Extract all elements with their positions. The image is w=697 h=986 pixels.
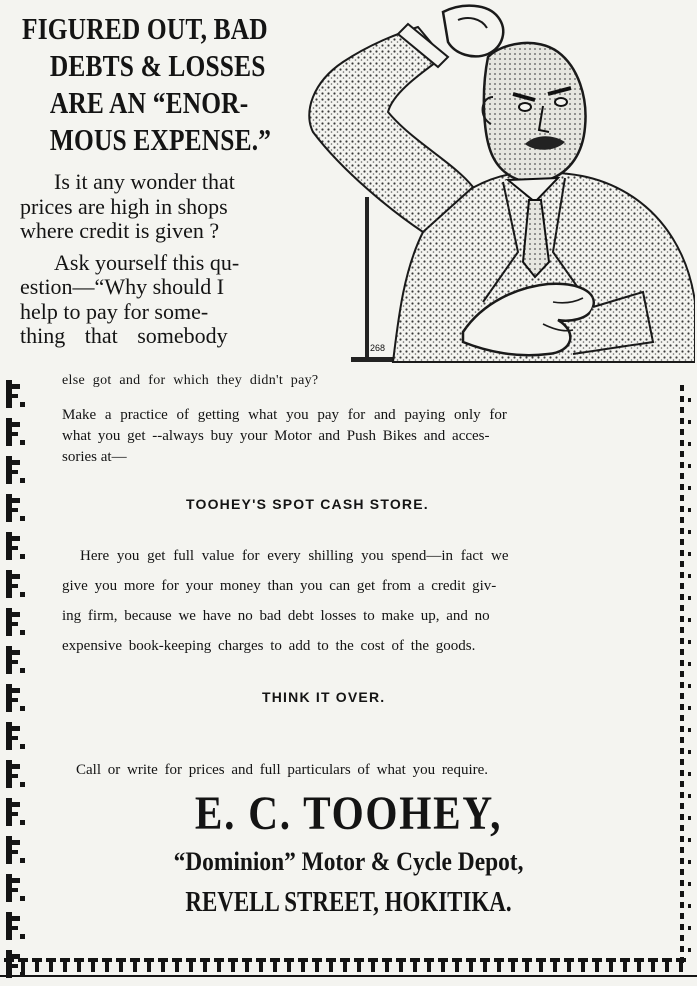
border-ornament (680, 935, 684, 941)
continuation-line: else got and for which they didn't pay? (62, 373, 319, 388)
paragraph-2 (62, 541, 508, 661)
headline-line: MOUS EXPENSE.” (49, 122, 272, 157)
border-ornament (680, 803, 684, 809)
paragraph-1 (62, 405, 507, 468)
border-ornament (680, 792, 684, 798)
border-ornament (662, 958, 672, 962)
border-ornament (511, 962, 515, 972)
border-ornament (688, 574, 691, 578)
border-ornament (343, 962, 347, 972)
border-ornament (12, 574, 20, 579)
paragraph-line: Here you get full value for every shilling you spend—in fact we (80, 548, 509, 564)
border-ornament (680, 869, 684, 875)
border-ornament (158, 958, 168, 962)
border-ornament (620, 958, 630, 962)
border-ornament (525, 962, 529, 972)
border-ornament (7, 962, 11, 972)
border-ornament (680, 638, 684, 644)
border-ornament (680, 407, 684, 413)
border-ornament (12, 726, 20, 731)
border-ornament (200, 958, 210, 962)
border-ornament (688, 684, 691, 688)
border-ornament (12, 584, 18, 588)
border-ornament (6, 380, 12, 408)
border-ornament (12, 622, 18, 626)
border-ornament (20, 516, 25, 521)
border-ornament (609, 962, 613, 972)
border-ornament (6, 950, 12, 978)
border-ornament (688, 486, 691, 490)
border-ornament (12, 888, 18, 892)
border-ornament (6, 798, 12, 826)
border-ornament (680, 429, 684, 435)
border-ornament (20, 972, 25, 977)
border-ornament (413, 962, 417, 972)
border-ornament (12, 850, 18, 854)
border-ornament (116, 958, 126, 962)
border-ornament (688, 508, 691, 512)
border-ornament (20, 896, 25, 901)
intro-line: help to pay for some- (20, 298, 209, 324)
border-ornament (623, 962, 627, 972)
border-ornament (680, 583, 684, 589)
border-ornament (494, 958, 504, 962)
border-ornament (102, 958, 112, 962)
border-ornament (21, 962, 25, 972)
border-ornament (680, 616, 684, 622)
border-ornament (4, 958, 14, 962)
border-ornament (20, 554, 25, 559)
border-ornament (680, 682, 684, 688)
border-ornament (452, 958, 462, 962)
border-ornament (6, 494, 12, 522)
border-ornament (508, 958, 518, 962)
border-ornament (6, 836, 12, 864)
border-ornament (6, 646, 12, 674)
border-ornament (326, 958, 336, 962)
border-ornament (688, 420, 691, 424)
intro-line: where credit is given ? (20, 218, 220, 243)
border-ornament (20, 440, 25, 445)
border-ornament (680, 715, 684, 721)
border-ornament (680, 418, 684, 424)
border-ornament (20, 402, 25, 407)
border-ornament (147, 962, 151, 972)
border-ornament (637, 962, 641, 972)
border-ornament (6, 418, 12, 446)
border-ornament (385, 962, 389, 972)
border-ornament (20, 478, 25, 483)
border-ornament (12, 926, 18, 930)
border-ornament (12, 432, 18, 436)
paragraph-line: ing firm, because we have no bad debt losses to make up, and no (62, 608, 490, 624)
border-ornament (12, 736, 18, 740)
border-ornament (242, 958, 252, 962)
border-ornament (680, 649, 684, 655)
border-ornament (680, 836, 684, 842)
border-ornament (20, 592, 25, 597)
border-ornament (680, 473, 684, 479)
border-ornament (680, 627, 684, 633)
border-ornament (77, 962, 81, 972)
border-ornament (688, 442, 691, 446)
border-ornament (680, 561, 684, 567)
border-ornament (273, 962, 277, 972)
border-ornament (680, 781, 684, 787)
border-ornament (245, 962, 249, 972)
border-ornament (680, 495, 684, 501)
border-ornament (427, 962, 431, 972)
border-ornament (680, 572, 684, 578)
border-ornament (680, 902, 684, 908)
border-ornament (679, 962, 683, 972)
border-ornament (161, 962, 165, 972)
border-ornament (287, 962, 291, 972)
border-ornament (567, 962, 571, 972)
border-ornament (20, 858, 25, 863)
border-ornament (680, 913, 684, 919)
paragraph-line: Make a practice of getting what you pay for and paying only for (62, 407, 507, 423)
border-ornament (578, 958, 588, 962)
store-name: TOOHEY'S SPOT CASH STORE. (186, 496, 429, 512)
border-ornament (455, 962, 459, 972)
border-ornament (186, 958, 196, 962)
border-ornament (680, 385, 684, 391)
border-ornament (6, 608, 12, 636)
intro-line: estion—“Why should I (20, 274, 225, 299)
border-ornament (564, 958, 574, 962)
border-ornament (634, 958, 644, 962)
border-ornament (88, 958, 98, 962)
headline-line: ARE AN “ENOR- (49, 85, 249, 120)
illustration-number: 268 (370, 343, 386, 353)
border-ornament (688, 750, 691, 754)
proprietor-name: E. C. TOOHEY, (194, 787, 503, 840)
street-address: REVELL STREET, HOKITIKA. (185, 887, 512, 918)
border-ornament (12, 660, 18, 664)
border-ornament (6, 532, 12, 560)
border-ornament (688, 772, 691, 776)
border-ornament (6, 684, 12, 712)
border-ornament (680, 847, 684, 853)
border-ornament (441, 962, 445, 972)
border-ornament (12, 422, 20, 427)
border-ornament (284, 958, 294, 962)
border-ornament (12, 916, 20, 921)
border-ornament (12, 546, 18, 550)
border-ornament (680, 759, 684, 765)
border-ornament (20, 706, 25, 711)
headline-line: FIGURED OUT, BAD (22, 11, 268, 46)
border-ornament (680, 693, 684, 699)
border-ornament (680, 660, 684, 666)
border-ornament (522, 958, 532, 962)
border-ornament (175, 962, 179, 972)
border-ornament (12, 394, 18, 398)
border-ornament (382, 958, 392, 962)
border-ornament (688, 464, 691, 468)
border-ornament (680, 517, 684, 523)
border-ornament (231, 962, 235, 972)
border-ornament (6, 570, 12, 598)
border-ornament (12, 802, 20, 807)
border-ornament (688, 904, 691, 908)
border-ornament (680, 506, 684, 512)
border-ornament (12, 954, 20, 959)
border-ornament (680, 957, 684, 963)
border-ornament (20, 744, 25, 749)
border-ornament (688, 728, 691, 732)
border-ornament (581, 962, 585, 972)
border-ornament (6, 874, 12, 902)
border-ornament (203, 962, 207, 972)
border-ornament (172, 958, 182, 962)
border-ornament (12, 812, 18, 816)
border-ornament (665, 962, 669, 972)
border-ornament (217, 962, 221, 972)
border-ornament (680, 946, 684, 952)
border-ornament (688, 860, 691, 864)
border-ornament (20, 630, 25, 635)
border-ornament (688, 926, 691, 930)
border-ornament (688, 552, 691, 556)
border-ornament (539, 962, 543, 972)
border-ornament (688, 948, 691, 952)
border-ornament (680, 594, 684, 600)
border-ornament (32, 958, 42, 962)
border-ornament (497, 962, 501, 972)
border-ornament (12, 774, 18, 778)
border-ornament (438, 958, 448, 962)
border-ornament (688, 596, 691, 600)
intro-line: Ask yourself this qu- (54, 249, 240, 275)
border-ornament (6, 912, 12, 940)
border-ornament (680, 704, 684, 710)
border-ornament (12, 470, 18, 474)
intro-line: Is it any wonder that (54, 169, 235, 194)
border-ornament (469, 962, 473, 972)
border-ornament (354, 958, 364, 962)
border-ornament (680, 528, 684, 534)
border-ornament (329, 962, 333, 972)
border-ornament (270, 958, 280, 962)
border-ornament (688, 618, 691, 622)
border-ornament (680, 396, 684, 402)
paragraph-line: expensive book-keeping charges to add to the cost of the goods. (62, 638, 476, 654)
border-ornament (480, 958, 490, 962)
border-ornament (680, 858, 684, 864)
border-ornament (680, 891, 684, 897)
depot-name: “Dominion” Motor & Cycle Depot, (173, 847, 524, 876)
border-ornament (680, 880, 684, 886)
border-ornament (20, 782, 25, 787)
border-ornament (189, 962, 193, 972)
border-ornament (680, 825, 684, 831)
border-ornament (680, 726, 684, 732)
border-ornament (6, 456, 12, 484)
border-ornament (12, 878, 20, 883)
border-ornament (12, 688, 20, 693)
border-ornament (410, 958, 420, 962)
border-ornament (130, 958, 140, 962)
border-ornament (550, 958, 560, 962)
border-ornament (301, 962, 305, 972)
border-ornament (256, 958, 266, 962)
border-ornament (12, 964, 18, 968)
border-ornament (12, 764, 20, 769)
border-ornament (35, 962, 39, 972)
border-ornament (357, 962, 361, 972)
border-ornament (12, 384, 20, 389)
border-ornament (688, 838, 691, 842)
headline-line: DEBTS & LOSSES (49, 48, 266, 83)
border-ornament (20, 934, 25, 939)
border-ornament (688, 398, 691, 402)
border-ornament (483, 962, 487, 972)
border-ornament (651, 962, 655, 972)
border-ornament (676, 958, 686, 962)
border-ornament (228, 958, 238, 962)
border-ornament (12, 460, 20, 465)
border-ornament (74, 958, 84, 962)
border-ornament (144, 958, 154, 962)
headline (22, 10, 272, 158)
border-ornament (312, 958, 322, 962)
intro-line: prices are high in shops (20, 193, 228, 219)
border-ornament (553, 962, 557, 972)
border-ornament (680, 451, 684, 457)
border-ornament (680, 770, 684, 776)
paragraph-line: give you more for your money than you can get from a credit giv- (62, 578, 497, 594)
border-ornament (6, 760, 12, 788)
border-ornament (536, 958, 546, 962)
border-ornament (105, 962, 109, 972)
border-ornament (12, 840, 20, 845)
border-ornament (49, 962, 53, 972)
border-ornament (12, 498, 20, 503)
border-ornament (680, 671, 684, 677)
border-ornament (688, 640, 691, 644)
border-ornament (63, 962, 67, 972)
border-ornament (18, 958, 28, 962)
border-ornament (20, 820, 25, 825)
border-ornament (12, 698, 18, 702)
border-ornament (12, 536, 20, 541)
border-ornament (680, 440, 684, 446)
think-it-over: THINK IT OVER. (262, 689, 386, 705)
border-ornament (688, 706, 691, 710)
border-ornament (680, 814, 684, 820)
border-ornament (298, 958, 308, 962)
border-ornament (6, 722, 12, 750)
border-ornament (371, 962, 375, 972)
border-ornament (680, 484, 684, 490)
border-ornament (119, 962, 123, 972)
intro-line: thing that somebody (20, 323, 228, 348)
border-ornament (688, 882, 691, 886)
border-ornament (60, 958, 70, 962)
border-ornament (688, 816, 691, 820)
border-ornament (424, 958, 434, 962)
border-ornament (680, 539, 684, 545)
border-ornament (688, 662, 691, 666)
border-ornament (396, 958, 406, 962)
border-ornament (595, 962, 599, 972)
border-ornament (688, 794, 691, 798)
border-ornament (680, 737, 684, 743)
call-line: Call or write for prices and full particulars of what you require. (76, 762, 489, 778)
border-ornament (20, 668, 25, 673)
border-ornament (46, 958, 56, 962)
border-ornament (399, 962, 403, 972)
border-ornament (680, 924, 684, 930)
border-ornament (12, 650, 20, 655)
worried-man-illustration (303, 2, 695, 364)
border-ornament (466, 958, 476, 962)
border-ornament (214, 958, 224, 962)
border-ornament (315, 962, 319, 972)
border-ornament (688, 530, 691, 534)
border-ornament (12, 612, 20, 617)
paragraph-line: sories at— (62, 449, 127, 465)
border-ornament (592, 958, 602, 962)
border-ornament (368, 958, 378, 962)
intro-paragraph (20, 170, 320, 349)
border-ornament (340, 958, 350, 962)
paragraph-line: what you get --always buy your Motor and Push Bikes and acces- (62, 428, 490, 444)
border-ornament (680, 605, 684, 611)
border-ornament (680, 748, 684, 754)
border-ornament (133, 962, 137, 972)
border-ornament (259, 962, 263, 972)
border-ornament (680, 462, 684, 468)
border-ornament (606, 958, 616, 962)
border-ornament (91, 962, 95, 972)
border-ornament (680, 550, 684, 556)
border-ornament (12, 508, 18, 512)
border-ornament (648, 958, 658, 962)
